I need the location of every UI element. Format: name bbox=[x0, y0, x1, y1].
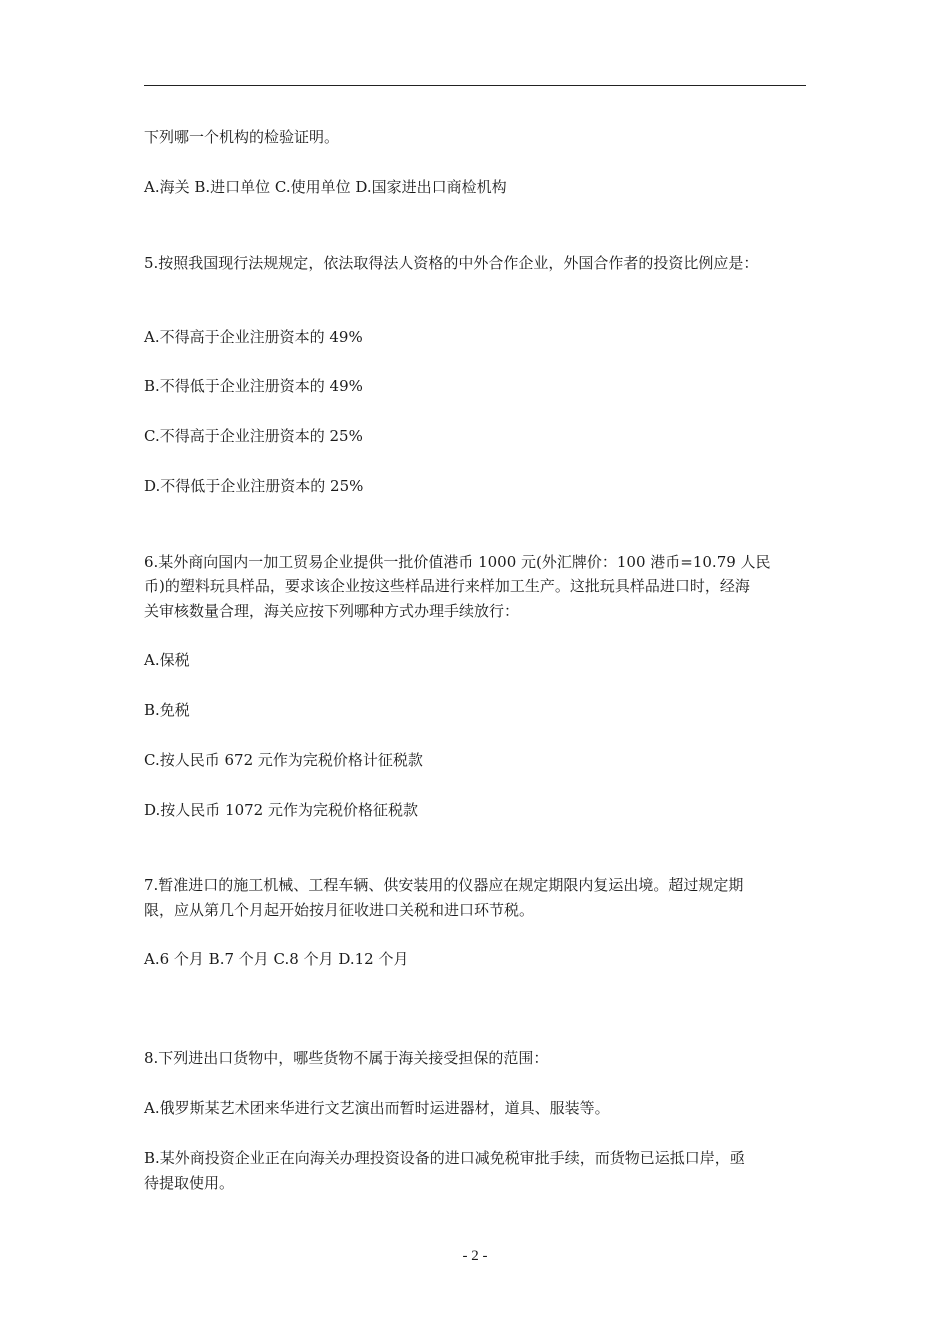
question-6-option-a: A.保税 bbox=[144, 651, 190, 669]
text-line: 下列哪一个机构的检验证明。 bbox=[144, 128, 340, 146]
question-6-option-d: D.按人民币 1072 元作为完税价格征税款 bbox=[144, 801, 418, 819]
question-5-stem: 5.按照我国现行法规规定，依法取得法人资格的中外合作企业，外国合作者的投资比例应是： bbox=[144, 254, 759, 272]
question-8-option-a: A.俄罗斯某艺术团来华进行文艺演出而暂时运进器材，道具、服装等。 bbox=[144, 1099, 610, 1117]
question-7-stem-line-1: 7.暂准进口的施工机械、工程车辆、供安装用的仪器应在规定期限内复运出境。超过规定期 bbox=[144, 876, 744, 894]
question-8-option-b-line-1: B.某外商投资企业正在向海关办理投资设备的进口减免税审批手续，而货物已运抵口岸，亟 bbox=[144, 1149, 745, 1167]
question-6-stem-line-3: 关审核数量合理，海关应按下列哪种方式办理手续放行： bbox=[144, 602, 520, 620]
question-6-stem-line-2: 币)的塑料玩具样品，要求该企业按这些样品进行来样加工生产。这批玩具样品进口时，经海 bbox=[144, 577, 750, 595]
question-5-option-b: B.不得低于企业注册资本的 49% bbox=[144, 377, 363, 395]
question-7-stem-line-2: 限，应从第几个月起开始按月征收进口关税和进口环节税。 bbox=[144, 901, 535, 919]
question-6-stem-line-1: 6.某外商向国内一加工贸易企业提供一批价值港币 1000 元(外汇牌价：100 港币=10.79 人民 bbox=[144, 553, 771, 571]
question-8-stem: 8.下列进出口货物中，哪些货物不属于海关接受担保的范围： bbox=[144, 1049, 549, 1067]
question-4-options: A.海关 B.进口单位 C.使用单位 D.国家进出口商检机构 bbox=[144, 178, 507, 196]
question-5-option-d: D.不得低于企业注册资本的 25% bbox=[144, 477, 364, 495]
question-6-option-b: B.免税 bbox=[144, 701, 190, 719]
question-7-options: A.6 个月 B.7 个月 C.8 个月 D.12 个月 bbox=[144, 950, 409, 968]
question-8-option-b-line-2: 待提取使用。 bbox=[144, 1174, 235, 1192]
header-rule bbox=[144, 85, 806, 86]
question-6-option-c: C.按人民币 672 元作为完税价格计征税款 bbox=[144, 751, 423, 769]
question-5-option-c: C.不得高于企业注册资本的 25% bbox=[144, 427, 363, 445]
page-number: - 2 - bbox=[462, 1248, 488, 1264]
question-5-option-a: A.不得高于企业注册资本的 49% bbox=[144, 328, 363, 346]
